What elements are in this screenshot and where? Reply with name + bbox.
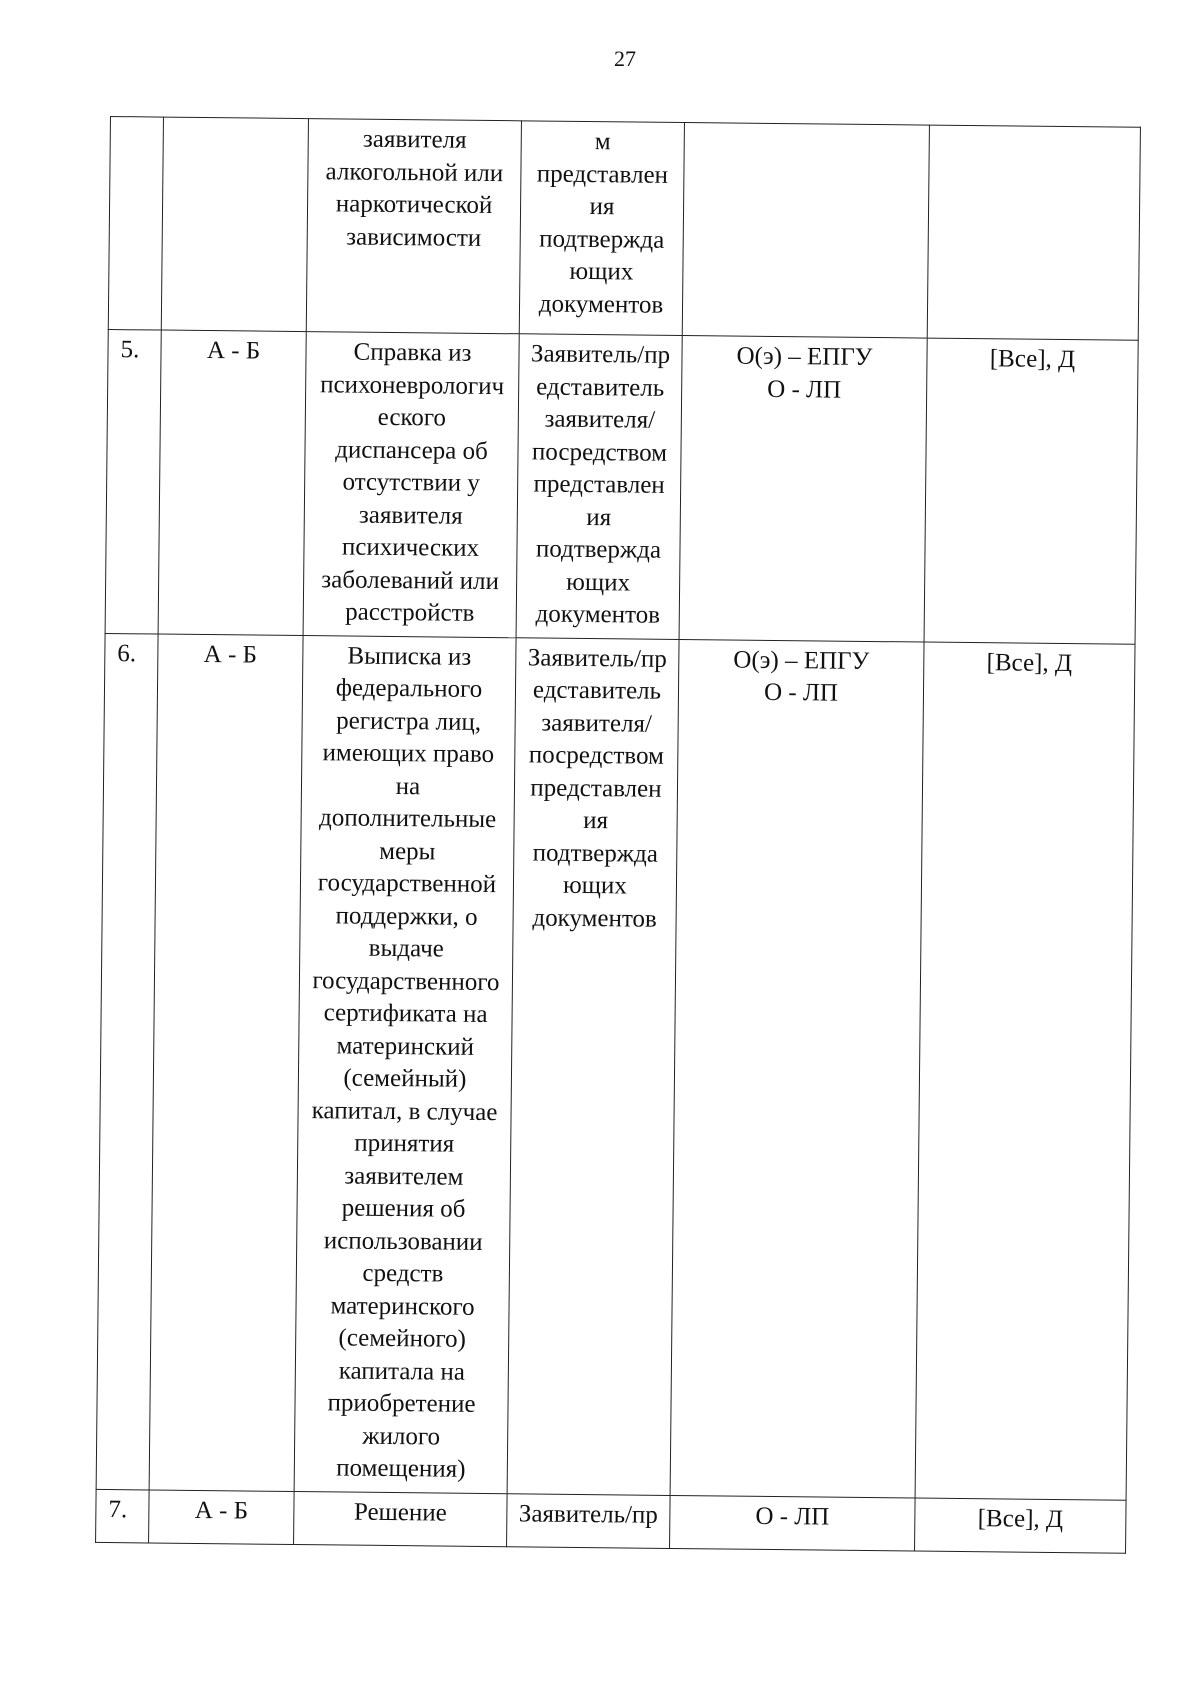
category-cell: А - Б bbox=[149, 634, 303, 1491]
method-cell: О - ЛП bbox=[670, 1495, 916, 1551]
submitter-cell: м представлен ия подтвержда ющих документов bbox=[519, 121, 684, 336]
row-number-cell: 6. bbox=[96, 633, 158, 1490]
table-row-continued bbox=[108, 117, 1140, 341]
applicability-cell: [Все], Д bbox=[915, 642, 1135, 1500]
document-cell: Решение bbox=[294, 1491, 508, 1546]
category-cell: А - Б bbox=[158, 330, 306, 635]
table-row-5 bbox=[105, 329, 1138, 643]
page-number: 27 bbox=[614, 46, 636, 71]
row-number-cell bbox=[108, 117, 163, 331]
method-cell: О(э) – ЕПГУ О - ЛП bbox=[679, 336, 927, 642]
method-cell: О(э) – ЕПГУ О - ЛП bbox=[670, 639, 924, 1498]
table-row-7 bbox=[96, 1489, 1126, 1553]
category-cell: А - Б bbox=[149, 1489, 295, 1544]
category-cell bbox=[161, 117, 308, 332]
submitter-cell: Заявитель/пр bbox=[507, 1493, 671, 1548]
document-cell: заявителя алкогольной или наркотической зависимости bbox=[306, 119, 521, 334]
row-number-cell: 5. bbox=[105, 329, 161, 633]
applicability-cell: [Все], Д bbox=[924, 338, 1138, 644]
requirements-table bbox=[95, 116, 1141, 1553]
table-row-6 bbox=[96, 633, 1135, 1500]
method-cell bbox=[682, 123, 929, 339]
document-cell: Справка из психоневрологич еского диспансера об отсутствии у заявителя психических заболеваний или расстройств bbox=[303, 332, 519, 638]
document-cell: Выписка из федерального регистра лиц, имеющих право на дополнительные меры государственной поддержки, о выдаче государственного сертификата на материнский (семейный) капитал, в случае принятия заявителем решения об использовании средств материнского (семейного) капитала на приобретение жилого помещения) bbox=[294, 635, 516, 1493]
submitter-cell: Заявитель/пр едставитель заявителя/ посредством представлен ия подтвержда ющих документов bbox=[516, 334, 682, 639]
applicability-cell bbox=[927, 125, 1140, 340]
applicability-cell: [Все], Д bbox=[915, 1498, 1127, 1553]
submitter-cell: Заявитель/пр едставитель заявителя/ посредством представлен ия подтвержда ющих документов bbox=[507, 637, 679, 1495]
row-number-cell: 7. bbox=[96, 1489, 150, 1543]
